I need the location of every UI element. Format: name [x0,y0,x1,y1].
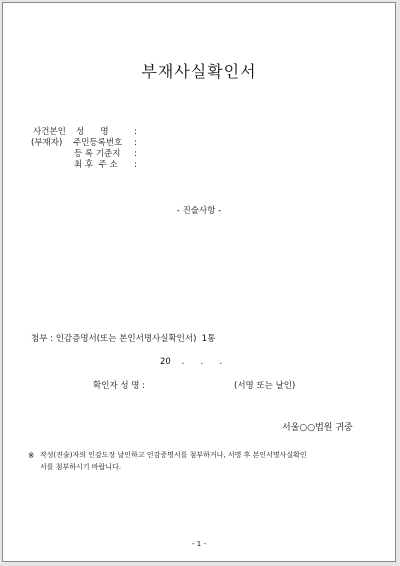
note-mark: ※ [28,451,35,460]
court-name: 서울○○법원 귀중 [282,423,353,433]
attachment-line: 첨부 : 인감증명서(또는 본인서명사실확인서) 1통 [31,334,216,344]
field-name-label: 성 명 [76,127,109,137]
note-line-1: 작성(진술)자의 인감도장 날인하고 인감증명서를 첨부하거나, 서명 후 본인서명사실확인 [40,451,307,459]
section-label: 사건본인 [33,127,66,137]
statement-heading: - 진술사항 - [176,206,222,216]
field-name-colon: : [134,127,137,137]
note-line-2: 서를 첨부하시기 바랍니다. [40,463,122,471]
page-number: - 1 - [192,540,206,548]
field-resident-number-label: 주민등록번호 [73,138,123,148]
confirmer-name-label: 확인자 성 명 : [93,381,146,391]
section-sub-label: (부재자) [31,138,63,148]
confirmer-sign-note: (서명 또는 날인) [234,381,296,391]
date-line: 20 . . . [160,357,223,367]
field-registration-base-colon: : [134,149,137,159]
document-page [2,2,396,562]
document-title: 부재사실확인서 [141,62,257,81]
field-registration-base-label: 등 록 기준지 [74,149,121,159]
field-last-address-label: 최 후 주 소 [74,160,118,170]
field-last-address-colon: : [134,160,137,170]
field-resident-number-colon: : [134,138,137,148]
